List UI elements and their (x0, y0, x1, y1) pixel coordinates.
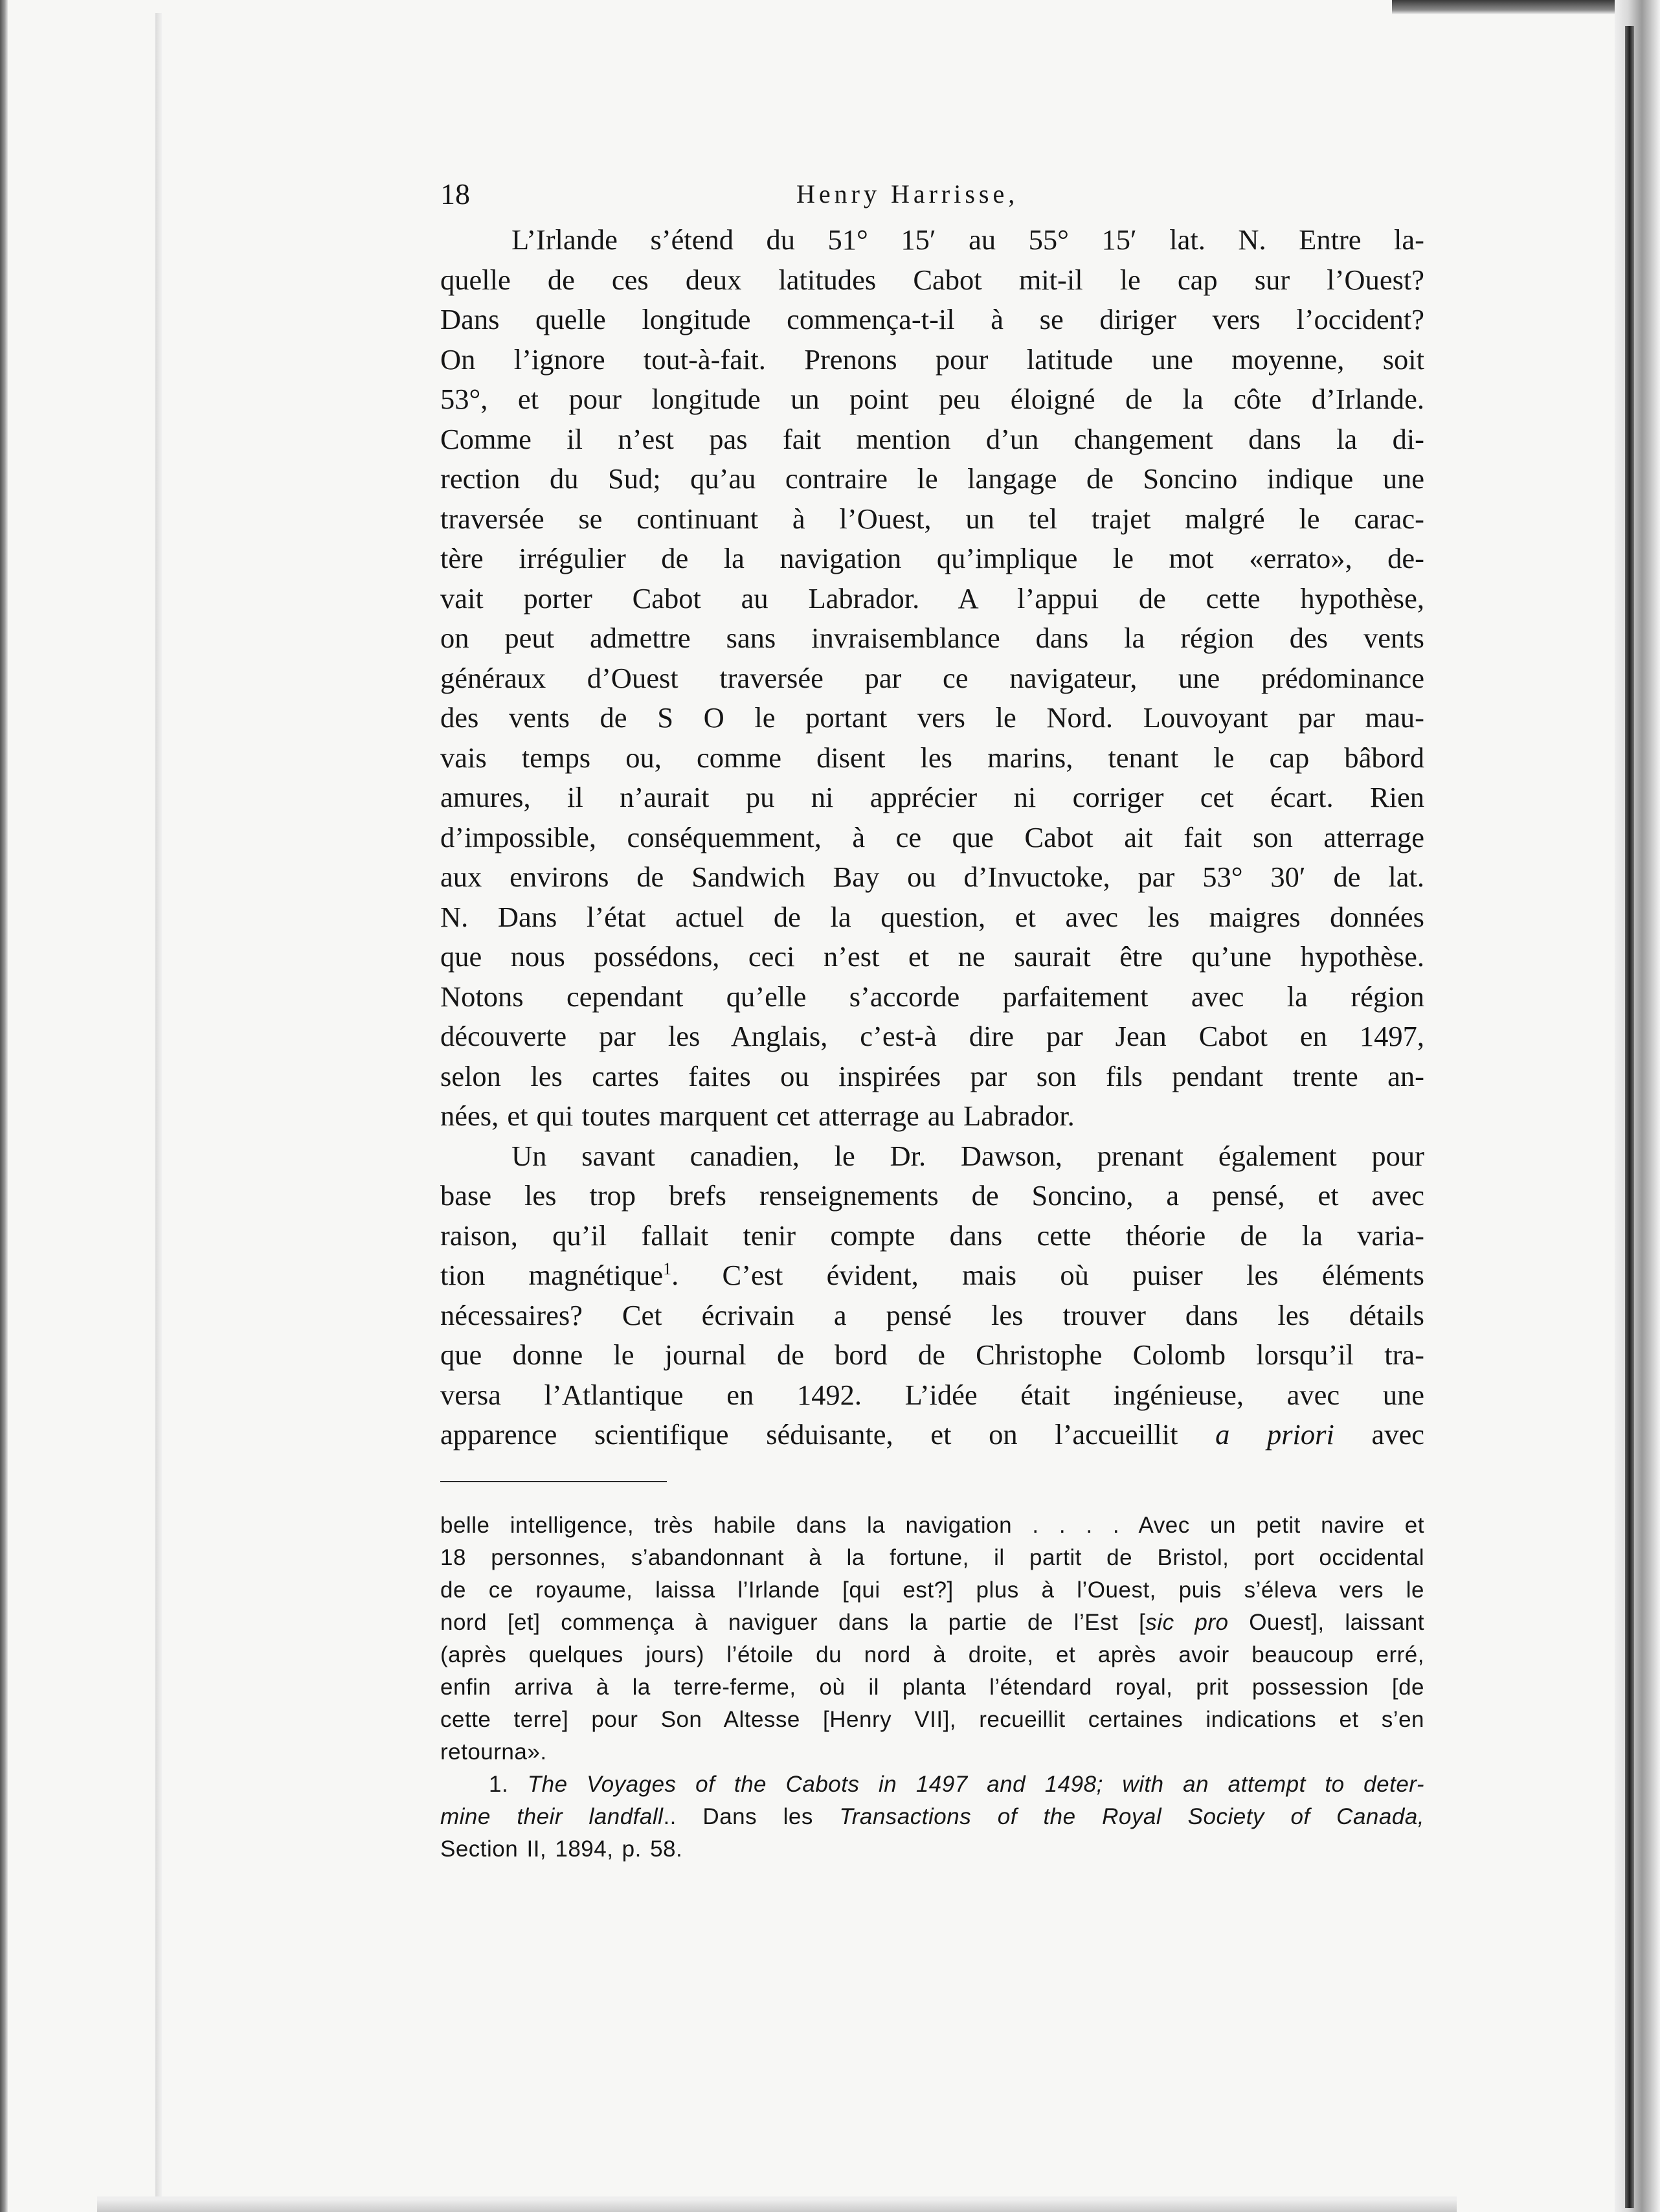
scan-edge-right (1615, 0, 1660, 2212)
text-line: vais temps ou, comme disent les marins, tenant le cap bâbord (440, 741, 1424, 774)
text-fragment: apparence scientifique séduisante, et on l’accueillit (440, 1418, 1178, 1450)
italic-phrase: a priori (1215, 1418, 1334, 1450)
footnote-1 (440, 1768, 1424, 1801)
text-fragment: nord [et] commença à naviguer dans la partie de l’Est [ (440, 1609, 1146, 1635)
text-line: Comme il n’est pas fait mention d’un changement dans la di- (440, 422, 1424, 455)
text-line: nées, et qui toutes marquent cet atterrage au Labrador. (440, 1100, 1075, 1132)
text-line: quelle de ces deux latitudes Cabot mit-il le cap sur l’Ouest? (440, 263, 1424, 296)
text-line: Notons cependant qu’elle s’accorde parfaitement avec la région (440, 980, 1424, 1013)
text-line: aux environs de Sandwich Bay ou d’Invuctoke, par 53° 30′ de lat. (440, 861, 1424, 893)
text-line: amures, il n’aurait pu ni apprécier ni corriger cet écart. Rien (440, 781, 1424, 813)
journal-title: Transactions of the Royal Society of Canada, (839, 1803, 1425, 1829)
footnote-line (440, 1607, 1424, 1639)
text-fragment: tion magnétique (440, 1259, 664, 1291)
text-line: d’impossible, conséquemment, à ce que Cabot ait fait son atterrage (440, 820, 1424, 853)
text-line: On l’ignore tout-à-fait. Prenons pour latitude une moyenne, soit (440, 343, 1424, 376)
text-line: que nous possédons, ceci n’est et ne saurait être qu’une hypothèse. (440, 940, 1424, 973)
text-line: selon les cartes faites ou inspirées par son fils pendant trente an- (440, 1059, 1424, 1092)
footnote-title: mine their landfall (440, 1803, 664, 1829)
book-page (440, 175, 1424, 1866)
text-line: L’Irlande s’étend du 51° 15′ au 55° 15′ lat. N. Entre la- (511, 223, 1424, 256)
text-line: versa l’Atlantique en 1492. L’idée était ingénieuse, avec une (440, 1378, 1424, 1411)
running-title: Henry Harrisse, (796, 179, 1019, 209)
text-line: on peut admettre sans invraisemblance dans la région des vents (440, 622, 1424, 654)
page-fold-shadow (155, 13, 162, 2202)
text-line: nécessaires? Cet écrivain a pensé les trouver dans les détails (440, 1298, 1424, 1331)
footnote-line: Section II, 1894, p. 58. (440, 1836, 683, 1862)
footnotes (440, 1509, 1424, 1866)
text-line: tère irrégulier de la navigation qu’implique le mot «errato», de- (440, 542, 1424, 574)
footnote-title: The Voyages of the Cabots in 1497 and 1498; with an attempt to deter- (527, 1771, 1424, 1797)
scan-edge-left (0, 0, 8, 2212)
footnote-line: belle intelligence, très habile dans la navigation . . . . Avec un petit navire et (440, 1512, 1424, 1538)
page-number: 18 (440, 177, 470, 210)
text-fragment: Ouest], laissant (1228, 1609, 1424, 1635)
text-line: 53°, et pour longitude un point peu éloigné de la côte d’Irlande. (440, 383, 1424, 415)
text-line: Un savant canadien, le Dr. Dawson, prenant également pour (511, 1139, 1424, 1172)
footnote-line: cette terre] pour Son Altesse [Henry VII], recueillit certaines indications et s’en (440, 1706, 1424, 1732)
text-line: Dans quelle longitude commença-t-il à se diriger vers l’occident? (440, 303, 1424, 335)
text-fragment: . C’est évident, mais où puiser les éléments (671, 1259, 1424, 1291)
footnote-line (440, 1801, 1424, 1833)
text-fragment: avec (1371, 1418, 1425, 1450)
text-fragment: .. Dans les (663, 1803, 840, 1829)
footnote-line: 18 personnes, s’abandonnant à la fortune, il partit de Bristol, port occidental (440, 1544, 1424, 1570)
footnote-line: (après quelques jours) l’étoile du nord à droite, et après avoir beaucoup erré, (440, 1642, 1424, 1667)
text-line: découverte par les Anglais, c’est-à dire par Jean Cabot en 1497, (440, 1020, 1424, 1052)
text-line: raison, qu’il fallait tenir compte dans cette théorie de la varia- (440, 1219, 1424, 1252)
running-head (440, 175, 1424, 214)
text-line: N. Dans l’état actuel de la question, et avec les maigres données (440, 900, 1424, 933)
scan-edge-bottom (97, 2196, 1457, 2212)
text-line: généraux d’Ouest traversée par ce navigateur, une prédominance (440, 661, 1424, 694)
text-line: base les trop brefs renseignements de Soncino, a pensé, et avec (440, 1179, 1424, 1212)
text-line (440, 1415, 1424, 1455)
text-line: traversée se continuant à l’Ouest, un tel trajet malgré le carac- (440, 502, 1424, 535)
text-line: que donne le journal de bord de Christophe Colomb lorsqu’il tra- (440, 1338, 1424, 1371)
footnote-separator (440, 1481, 667, 1482)
italic-phrase: sic pro (1145, 1609, 1229, 1635)
text-line: vait porter Cabot au Labrador. A l’appui de cette hypothèse, (440, 581, 1424, 615)
footnote-number: 1. (489, 1771, 509, 1797)
text-line: des vents de S O le portant vers le Nord. Louvoyant par mau- (440, 701, 1424, 734)
main-text (440, 220, 1424, 1455)
footnote-line: retourna». (440, 1739, 547, 1765)
footnote-line: de ce royaume, laissa l’Irlande [qui est?] plus à l’Ouest, puis s’éleva vers le (440, 1577, 1424, 1603)
footnote-line: enfin arriva à la terre-ferme, où il planta l’étendard royal, prit possession [de (440, 1674, 1424, 1700)
footnote-marker: 1 (663, 1259, 672, 1278)
book-spine-shadow (1625, 26, 1634, 2208)
text-line-with-footnote-marker (440, 1256, 1424, 1296)
text-line: rection du Sud; qu’au contraire le langage de Soncino indique une (440, 462, 1424, 495)
